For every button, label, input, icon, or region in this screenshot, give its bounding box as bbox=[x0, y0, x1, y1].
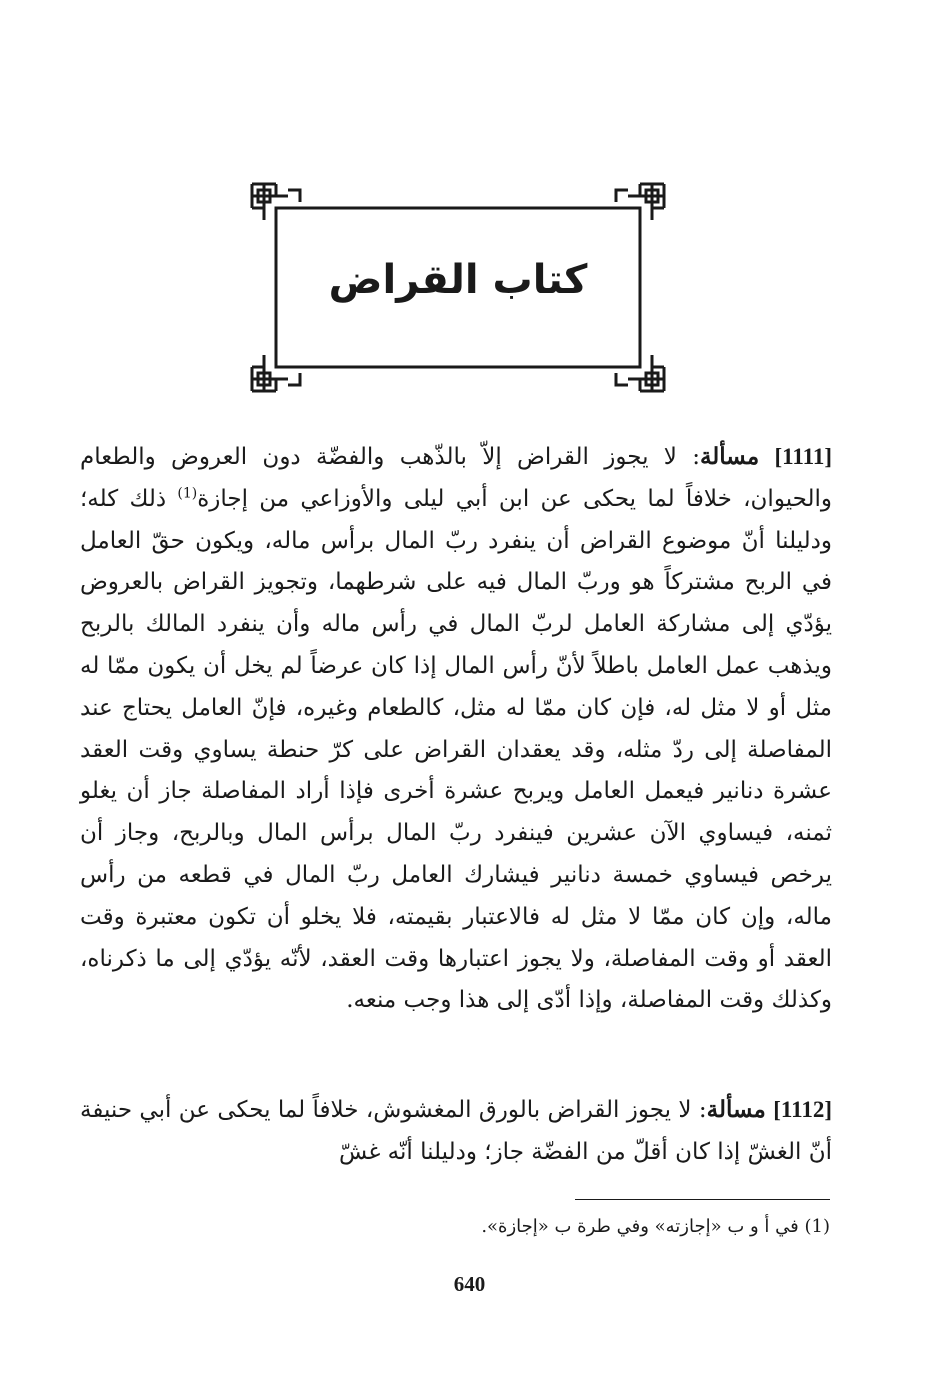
masala-label: مسألة bbox=[706, 1096, 766, 1123]
section-1112 bbox=[80, 1089, 832, 1174]
section-1111 bbox=[80, 436, 832, 1022]
section-number: [1112] bbox=[773, 1097, 832, 1122]
footnote-separator bbox=[575, 1199, 830, 1200]
footnote-reference[interactable]: (1) bbox=[177, 485, 198, 502]
chapter-title: كتاب القراض bbox=[328, 257, 588, 303]
footnote-marker: (1) bbox=[804, 1216, 830, 1237]
page-number: 640 bbox=[453, 1272, 486, 1296]
footnote bbox=[481, 1214, 830, 1240]
chapter-title-frame bbox=[248, 180, 668, 395]
section-text: : لا يجوز القراض بالورق المغشوش، خلافاً لما يحكى عن أبي حنيفة أنّ الغشّ إذا كان أقلّ من الفضّة جاز؛ ودليلنا أنّه غشّ bbox=[80, 1097, 832, 1165]
section-text-continued: ذلك كله؛ ودليلنا أنّ موضوع القراض أن ينفرد ربّ المال برأس ماله، ويكون حقّ العامل في الربح مشتركاً هو وربّ المال فيه على شرطهما، وتجويز القراض بالعروض يؤدّي إلى مشاركة العامل لربّ المال في رأس ماله وأن ينفرد المالك بالربح ويذهب عمل العامل باطلاً لأنّ رأس المال إذا كان عرضاً لم يخل أن يكون ممّا له مثل أو لا مثل له، فإن كان ممّا له مثل، كالطعام وغيره، فإنّ العامل يحتاج عند المفاصلة إلى ردّ مثله، وقد يعقدان القراض على كرّ حنطة يساوي وقت العقد عشرة دنانير فيعمل العامل ويربح عشرة أخرى فإذا أراد المفاصلة جاز أن يغلو ثمنه، فيساوي الآن عشرين فينفرد ربّ المال برأس المال وبالربح، وجاز أن يرخص فيساوي خمسة دنانير فيشارك العامل ربّ المال في قطعه من رأس ماله، وإن كان ممّا لا مثل له فالاعتبار بقيمته، فلا يخلو أن تكون معتبرة وقت العقد أو وقت المفاصلة، ولا يجوز اعتبارها وقت العقد، لأنّه يؤدّي إلى ما ذكرناه، وكذلك وقت المفاصلة، وإذا أدّى إلى هذا وجب منعه. bbox=[80, 485, 832, 1014]
footnote-text: في أ و ب «إجازته» وفي طرة ب «إجازة». bbox=[481, 1216, 799, 1237]
section-text: : لا يجوز القراض إلاّ بالذّهب والفضّة دون العروض والطعام والحيوان، خلافاً لما يحكى عن ابن أبي ليلى والأوزاعي من إجازة bbox=[80, 444, 832, 512]
section-number: [1111] bbox=[774, 444, 832, 469]
masala-label: مسألة bbox=[699, 443, 760, 470]
